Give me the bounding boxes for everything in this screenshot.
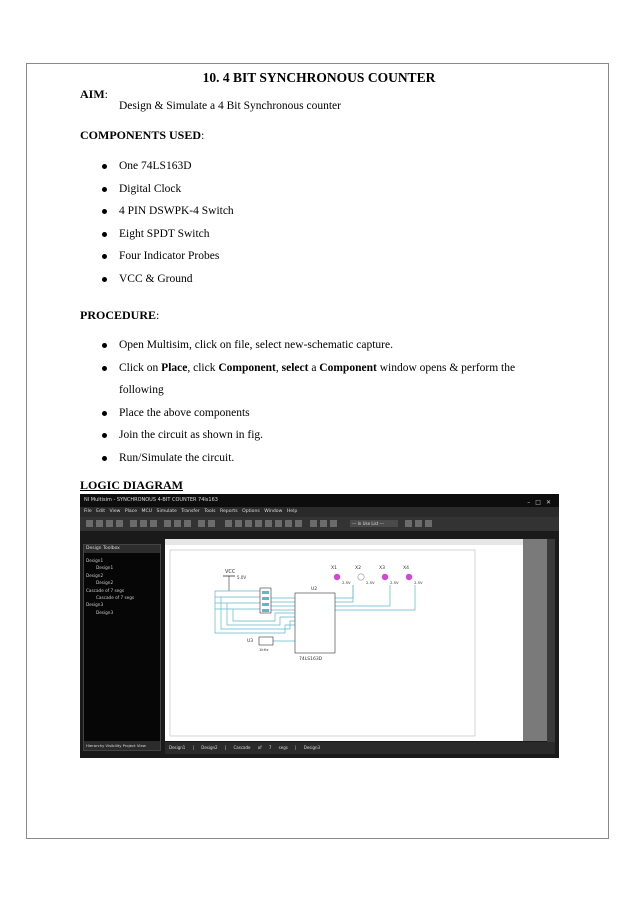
design-tree: Design1 Design1 Design2 Design2 Cascade of 7 segs Cascade of 7 segs Design3 Design3 bbox=[86, 558, 135, 615]
toolbar bbox=[80, 517, 559, 531]
list-item: Eight SPDT Switch bbox=[80, 223, 234, 246]
sheet-tabs: Design1 | Design2 | Cascade of 7 segs | Design3 bbox=[165, 742, 555, 754]
svg-text:5.0V: 5.0V bbox=[237, 575, 247, 580]
list-item: Join the circuit as shown in fig. bbox=[80, 424, 560, 447]
svg-text:U2: U2 bbox=[311, 587, 318, 592]
svg-text:1kHz: 1kHz bbox=[259, 647, 269, 652]
list-item: One 74LS163D bbox=[80, 155, 234, 178]
list-item: Open Multisim, click on file, select new-schematic capture. bbox=[80, 334, 560, 357]
svg-text:2.5V: 2.5V bbox=[390, 580, 399, 585]
logic-diagram-heading: LOGIC DIAGRAM bbox=[80, 478, 184, 492]
page-title: 10. 4 BIT SYNCHRONOUS COUNTER bbox=[202, 70, 436, 85]
menu-bar: File Edit View Place MCU Simulate Transfer Tools Reports Options Window Help bbox=[80, 507, 559, 517]
svg-text:2.5V: 2.5V bbox=[366, 580, 375, 585]
svg-text:2.5V: 2.5V bbox=[414, 580, 423, 585]
procedure-list bbox=[80, 334, 560, 469]
list-item: Place the above components bbox=[80, 402, 560, 425]
list-item: Four Indicator Probes bbox=[80, 245, 234, 268]
components-list bbox=[80, 155, 234, 290]
in-use-list-combo: --- In Use List --- bbox=[350, 520, 398, 527]
vertical-scrollbar bbox=[547, 539, 555, 744]
svg-text:74LS163D: 74LS163D bbox=[299, 657, 323, 662]
list-item: Run/Simulate the circuit. bbox=[80, 447, 560, 470]
design-toolbox: Design Toolbox Design1 Design1 Design2 Design2 Cascade of 7 segs Cascade of 7 segs Design3 Design3 Hierarchy Visibility Project View bbox=[83, 544, 161, 751]
svg-text:2.5V: 2.5V bbox=[342, 580, 351, 585]
svg-text:VCC: VCC bbox=[225, 569, 236, 575]
window-titlebar: NI Multisim - SYNCHRONOUS 4-BIT COUNTER 74ls163 –□✕ bbox=[80, 494, 559, 507]
list-item: Click on Place, click Component, select a Component window opens & perform the following bbox=[80, 357, 560, 402]
svg-text:U3: U3 bbox=[247, 639, 254, 644]
svg-text:X1: X1 bbox=[331, 566, 337, 571]
list-item: VCC & Ground bbox=[80, 268, 234, 291]
multisim-screenshot bbox=[80, 494, 559, 758]
svg-text:X3: X3 bbox=[379, 566, 385, 571]
components-heading: COMPONENTS USED: bbox=[80, 128, 205, 142]
list-item: 4 PIN DSWPK-4 Switch bbox=[80, 200, 234, 223]
aim-text: Design & Simulate a 4 Bit Synchronous counter bbox=[119, 100, 341, 112]
list-item: Digital Clock bbox=[80, 178, 234, 201]
svg-text:X2: X2 bbox=[355, 566, 361, 571]
svg-text:X4: X4 bbox=[403, 566, 409, 571]
schematic-drawing bbox=[165, 545, 523, 741]
procedure-heading: PROCEDURE: bbox=[80, 308, 160, 322]
window-controls-icon: –□✕ bbox=[527, 499, 556, 506]
aim-heading: AIM: bbox=[80, 87, 109, 101]
